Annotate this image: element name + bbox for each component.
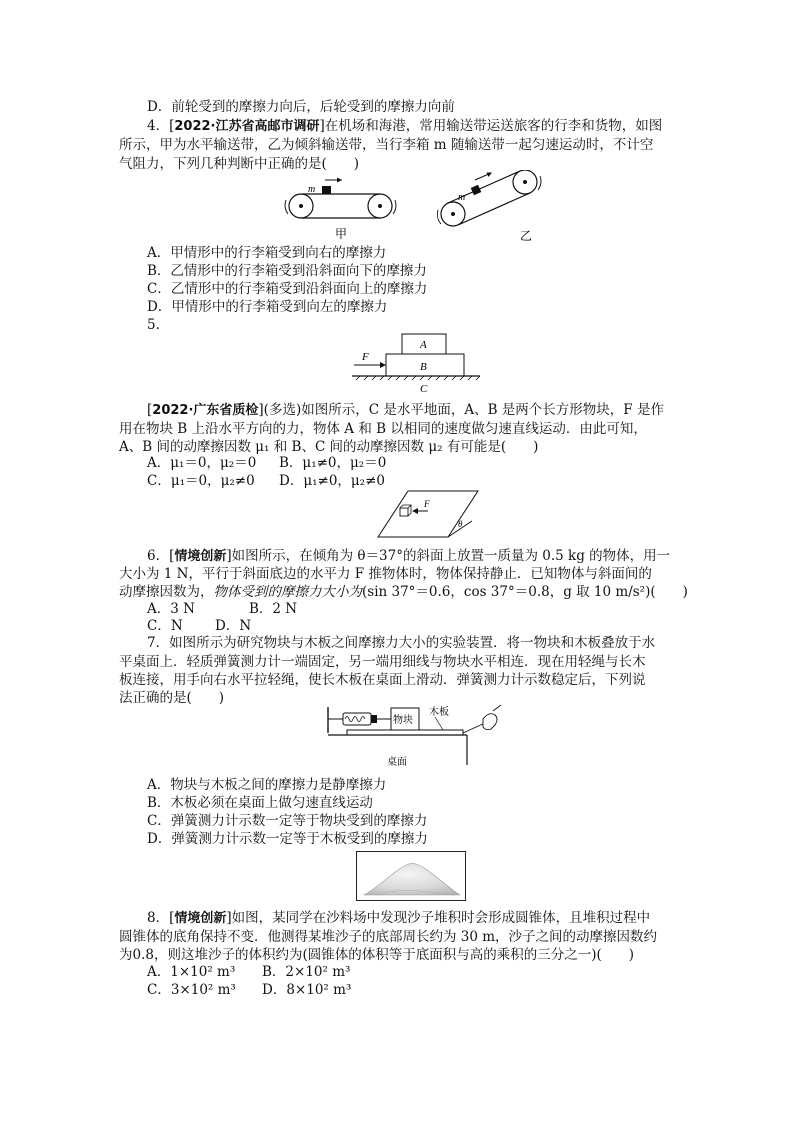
q4-stem-line2: 所示，甲为水平输送带，乙为倾斜输送带，当行李箱 m 随输送带一起匀速运动时，不计空 xyxy=(119,137,654,153)
q5-blocks-figure xyxy=(348,328,488,396)
q8-option-b[interactable]: B．2×10² m³ xyxy=(262,964,351,980)
q5-stem-line3: A、B 间的动摩擦因数 μ₁ 和 B、C 间的动摩擦因数 μ₂ 有可能是( ) xyxy=(119,439,539,455)
q6-stem-line3: 动摩擦因数为，物体受到的摩擦力大小为(sin 37°＝0.6，cos 37°＝0.8，g 取 10 m/s²)( ) xyxy=(119,584,688,600)
q4-option-c[interactable]: C．乙情形中的行李箱受到沿斜面向上的摩擦力 xyxy=(147,281,428,297)
label-block: 物块 xyxy=(393,715,413,726)
q7-option-c[interactable]: C．弹簧测力计示数一定等于物块受到的摩擦力 xyxy=(147,813,428,829)
belt-inclined xyxy=(437,170,541,242)
q6-stem-line1: 6．[情境创新]如图所示，在倾角为 θ＝37°的斜面上放置一质量为 0.5 kg 的物体，用一 xyxy=(147,548,671,564)
q5-option-a[interactable]: A．μ₁＝0，μ₂＝0 xyxy=(147,455,257,471)
q7-option-a[interactable]: A．物块与木板之间的摩擦力是静摩擦力 xyxy=(147,777,387,793)
q6-option-c[interactable]: C．N xyxy=(147,618,183,634)
q5-stem-line1: [2022·广东省质检](多选)如图所示，C 是水平地面，A、B 是两个长方形物块，F 是作 xyxy=(147,402,664,418)
q7-apparatus-figure xyxy=(325,703,505,773)
q7-stem-line3: 板连接，用手向右水平拉轻绳，使长木板在桌面上滑动．弹簧测力计示数稳定后，下列说 xyxy=(119,672,646,688)
label-C: C xyxy=(420,383,428,395)
q8-option-c[interactable]: C．3×10² m³ xyxy=(147,982,236,998)
label-jia: 甲 xyxy=(335,227,348,241)
q8-option-a[interactable]: A．1×10² m³ xyxy=(147,964,236,980)
q8-stem-line1: 8．[情境创新]如图，某同学在沙料场中发现沙子堆积时会形成圆锥体，且堆积过程中 xyxy=(147,910,651,926)
q5-option-d[interactable]: D．μ₁≠0，μ₂≠0 xyxy=(279,473,385,489)
q6-stem-line2: 大小为 1 N，平行于斜面底边的水平力 F 推物体时，物体保持静止．已知物体与斜面间的 xyxy=(119,566,652,582)
q4-stem-line1: 4．[2022·江苏省高邮市调研]在机场和海港，常用输送带运送旅客的行李和货物，如图 xyxy=(147,118,663,134)
q4-option-d[interactable]: D．甲情形中的行李箱受到向左的摩擦力 xyxy=(147,299,388,315)
q8-stem-line2: 圆锥体的底角保持不变．他测得某堆沙子的底部周长约为 30 m，沙子之间的动摩擦因数约 xyxy=(119,929,658,945)
q4-stem-line3: 气阻力，下列几种判断中正确的是( ) xyxy=(119,156,360,172)
q6-option-b[interactable]: B．2 N xyxy=(249,601,298,617)
q5-number: 5. xyxy=(147,317,160,333)
mass-label: m xyxy=(308,184,316,195)
q7-stem-line4: 法正确的是( ) xyxy=(119,690,225,706)
label-F: F xyxy=(424,499,430,509)
q4-option-a[interactable]: A．甲情形中的行李箱受到向右的摩擦力 xyxy=(147,245,387,261)
q5-stem-line2: 用在物块 B 上沿水平方向的力，物体 A 和 B 以相同的速度做匀速直线运动．由此可知， xyxy=(119,421,647,437)
q6-incline-figure xyxy=(374,489,482,541)
q4-source: 2022·江苏省高邮市调研 xyxy=(174,119,320,134)
q4-number: 4．[ xyxy=(147,118,175,134)
q6-source: 情境创新 xyxy=(174,549,227,564)
q3-option-d: D．前轮受到的摩擦力向后，后轮受到的摩擦力向前 xyxy=(147,99,455,115)
q8-source: 情境创新 xyxy=(174,911,227,926)
q4-conveyor-figure xyxy=(280,170,560,242)
spring-scale xyxy=(343,713,377,725)
q8-option-d[interactable]: D．8×10² m³ xyxy=(262,982,352,998)
q4-option-b[interactable]: B．乙情形中的行李箱受到沿斜面向下的摩擦力 xyxy=(147,263,427,279)
q6-option-d[interactable]: D．N xyxy=(215,618,252,634)
belt-horizontal xyxy=(285,178,396,242)
label-theta: θ xyxy=(458,519,463,529)
q8-stem-line3: 为0.8，则这堆沙子的体积约为(圆锥体的体积等于底面积与高的乘积的三分之一)( ) xyxy=(119,947,635,963)
label-table: 桌面 xyxy=(387,757,407,768)
small-block xyxy=(400,505,411,516)
label-B: B xyxy=(420,361,427,373)
q7-option-d[interactable]: D．弹簧测力计示数一定等于木板受到的摩擦力 xyxy=(147,831,428,847)
q5-option-c[interactable]: C．μ₁＝0，μ₂≠0 xyxy=(147,473,255,489)
q5-option-b[interactable]: B．μ₁≠0，μ₂＝0 xyxy=(279,455,387,471)
hand-icon xyxy=(483,705,501,730)
q5-source: 2022·广东省质检 xyxy=(152,403,259,418)
label-board: 木板 xyxy=(429,707,449,718)
label-A: A xyxy=(420,339,427,351)
svg-text:m: m xyxy=(458,192,466,203)
q7-option-b[interactable]: B．木板必须在桌面上做匀速直线运动 xyxy=(147,795,373,811)
q6-option-a[interactable]: A．3 N xyxy=(147,601,195,617)
q7-stem-line2: 平桌面上．轻质弹簧测力计一端固定，另一端用细线与物块水平相连．现在用轻绳与长木 xyxy=(119,654,646,670)
label-yi: 乙 xyxy=(520,229,533,242)
label-F: F xyxy=(362,351,369,363)
q8-sand-pile-photo xyxy=(356,851,466,901)
q7-stem-line1: 7．如图所示为研究物块与木板之间摩擦力大小的实验装置．将一物块和木板叠放于水 xyxy=(147,635,656,651)
